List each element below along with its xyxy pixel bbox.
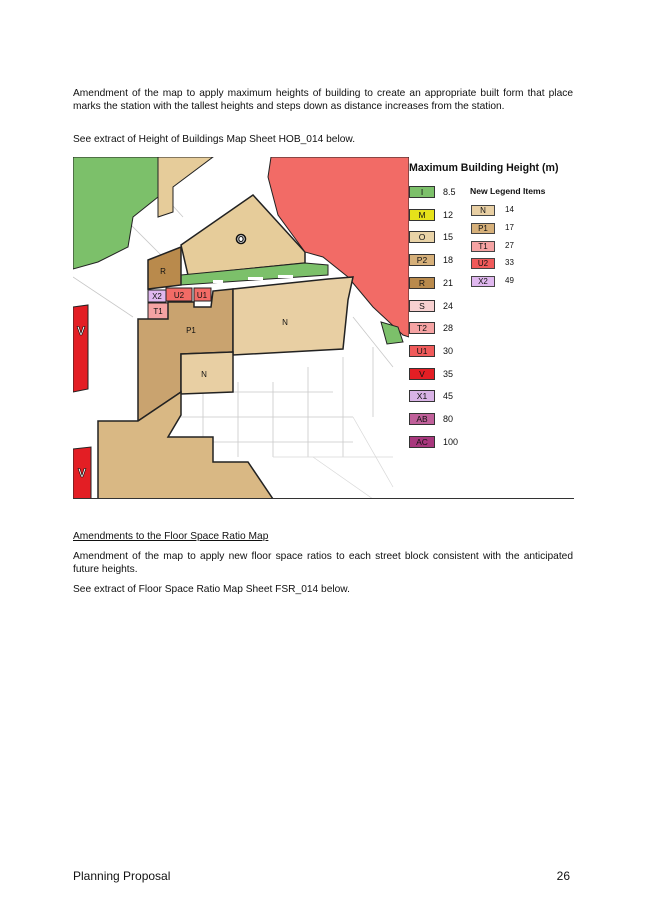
p1-zone-label: P1 [186,326,196,335]
legend-swatch: AB [409,413,435,425]
height-map [73,157,409,499]
legend-value: 35 [443,368,454,379]
new-legend-item [471,205,531,217]
x2-zone-label: X2 [152,292,162,301]
legend-swatch: T2 [409,322,435,334]
new-legend-title: New Legend Items [470,186,546,196]
legend-title: Maximum Building Height (m) [409,162,559,174]
v-zone-top-label: V [76,324,86,338]
legend-value: 80 [443,414,454,424]
legend-value: 8.5 [443,187,456,197]
fsr-section-heading: Amendments to the Floor Space Ratio Map [73,531,269,542]
legend-value: 21 [443,277,454,288]
new-legend-swatch: X2 [471,276,495,287]
fsr-paragraph: Amendment of the map to apply new floor space ratios to each street block consistent with the anticipated future heights. [73,551,573,576]
new-legend-item [471,258,531,270]
zone-v-top [73,305,88,392]
legend-item [409,209,469,221]
legend-swatch: R [409,277,435,289]
new-legend-swatch: P1 [471,223,495,234]
legend-value: 24 [443,300,454,311]
t1-zone-label: T1 [153,307,163,316]
r-zone-label: R [160,267,166,276]
n-zone-east-label: N [282,318,288,327]
u2-zone-label: U2 [173,291,185,300]
u1-zone-label: U1 [196,291,208,300]
height-of-buildings-map-figure [73,157,574,499]
legend-value: 12 [443,209,454,220]
o-zone-label: O [237,234,245,244]
legend-item [409,345,469,357]
new-legend-swatch: U2 [471,258,495,269]
legend-swatch: V [409,368,435,380]
new-legend-value: 14 [505,205,514,214]
legend-swatch: I [409,186,435,198]
new-legend-item [471,276,531,288]
page-number: 26 [556,869,570,883]
map-legend [409,159,574,459]
legend-item [409,231,469,243]
new-legend-swatch: T1 [471,241,495,252]
new-legend-value: 33 [505,258,514,268]
n-zone-south-label: N [201,370,207,379]
legend-value: 45 [443,391,454,402]
new-legend-value: 49 [505,276,514,286]
legend-value: 30 [443,345,454,356]
footer-title: Planning Proposal [73,869,171,883]
legend-value: 18 [443,255,454,266]
new-legend-swatch: N [471,205,495,216]
legend-item [409,254,469,266]
legend-item [409,413,469,425]
legend-value: 100 [443,436,459,447]
legend-swatch: P2 [409,254,435,266]
legend-item [409,277,469,289]
see-extract-hob-text: See extract of Height of Buildings Map Sheet HOB_014 below. [73,134,356,145]
v-zone-bottom-label: V [77,466,87,480]
new-legend-item [471,223,531,235]
intro-paragraph: Amendment of the map to apply maximum heights of building to create an appropriate built form that place marks the station with the tallest heights and steps down as distance increases from the station. [73,88,573,113]
legend-value: 28 [443,323,454,334]
legend-item [409,390,469,402]
legend-item [409,186,469,198]
legend-swatch: O [409,231,435,243]
legend-swatch: M [409,209,435,221]
legend-item [409,436,469,448]
legend-item [409,368,469,380]
new-legend-value: 17 [505,222,514,232]
legend-swatch: X1 [409,390,435,402]
zone-n-south [181,352,233,394]
see-extract-fsr-text: See extract of Floor Space Ratio Map Sheet FSR_014 below. [73,584,350,595]
legend-value: 15 [443,232,454,243]
zone-n-east [233,277,353,355]
legend-swatch: AC [409,436,435,448]
new-legend-value: 27 [505,240,514,250]
figure-bottom-rule [73,498,574,499]
legend-swatch: S [409,300,435,312]
legend-item [409,300,469,312]
new-legend-item [471,241,531,253]
legend-swatch: U1 [409,345,435,357]
legend-item [409,322,469,334]
